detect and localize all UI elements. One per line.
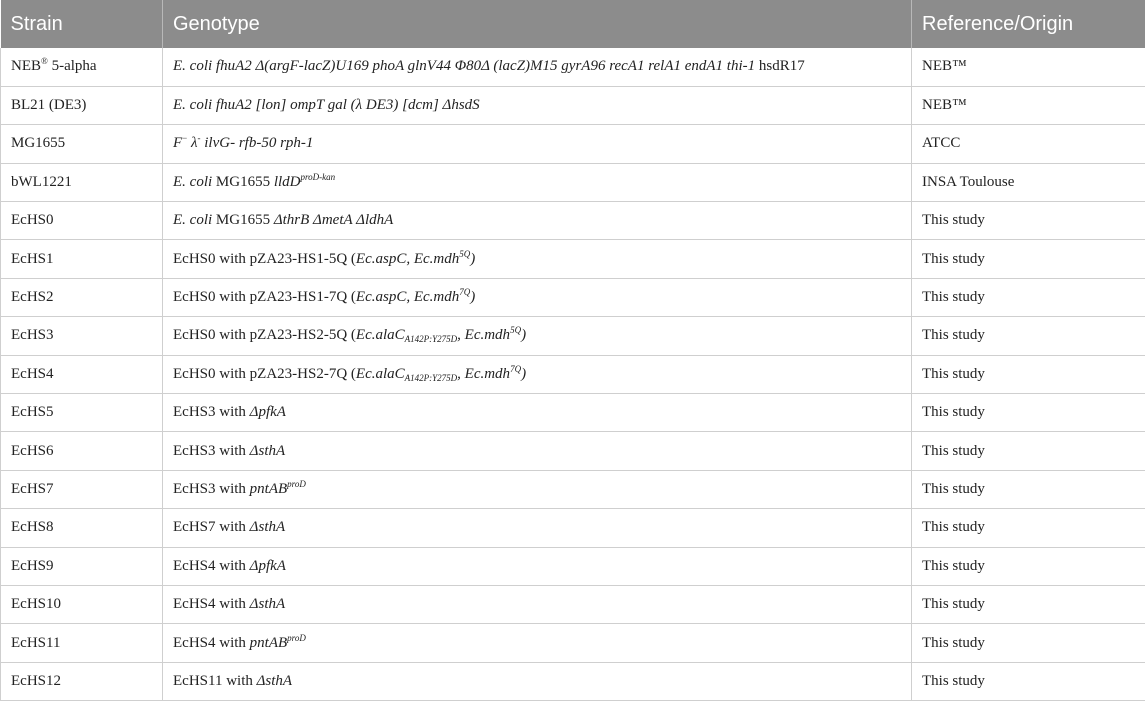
cell-genotype: EcHS0 with pZA23-HS2-5Q (Ec.alaC$_{A142P:Y275D}$, Ec.mdh$^{5Q}$) bbox=[163, 317, 912, 355]
cell-genotype: EcHS4 with ΔsthA bbox=[163, 585, 912, 623]
cell-strain: EcHS2 bbox=[1, 278, 163, 316]
table-row bbox=[1, 48, 1145, 86]
cell-strain: EcHS6 bbox=[1, 432, 163, 470]
cell-strain: EcHS0 bbox=[1, 202, 163, 240]
table-row bbox=[1, 355, 1145, 393]
table-row bbox=[1, 624, 1145, 662]
table-row bbox=[1, 547, 1145, 585]
cell-reference: This study bbox=[912, 240, 1145, 278]
cell-reference: This study bbox=[912, 585, 1145, 623]
cell-reference: This study bbox=[912, 624, 1145, 662]
cell-reference: This study bbox=[912, 470, 1145, 508]
cell-genotype: EcHS0 with pZA23-HS1-7Q (Ec.aspC, Ec.mdh$^{7Q}$) bbox=[163, 278, 912, 316]
cell-strain: EcHS7 bbox=[1, 470, 163, 508]
cell-genotype: E. coli fhuA2 Δ(argF-lacZ)U169 phoA glnV44 Φ80Δ (lacZ)M15 gyrA96 recA1 relA1 endA1 thi-1 hsdR17 bbox=[163, 48, 912, 86]
cell-strain: EcHS9 bbox=[1, 547, 163, 585]
table-row bbox=[1, 202, 1145, 240]
cell-reference: This study bbox=[912, 509, 1145, 547]
table-row bbox=[1, 470, 1145, 508]
cell-reference: This study bbox=[912, 662, 1145, 700]
cell-reference: NEB™ bbox=[912, 48, 1145, 86]
cell-reference: This study bbox=[912, 355, 1145, 393]
table-row bbox=[1, 509, 1145, 547]
cell-strain: EcHS8 bbox=[1, 509, 163, 547]
cell-reference: INSA Toulouse bbox=[912, 163, 1145, 201]
cell-genotype: EcHS3 with ΔsthA bbox=[163, 432, 912, 470]
cell-reference: NEB™ bbox=[912, 86, 1145, 124]
cell-strain: bWL1221 bbox=[1, 163, 163, 201]
table-body bbox=[1, 48, 1145, 701]
cell-genotype: EcHS7 with ΔsthA bbox=[163, 509, 912, 547]
table-row bbox=[1, 240, 1145, 278]
cell-reference: This study bbox=[912, 317, 1145, 355]
table-row bbox=[1, 585, 1145, 623]
table-row bbox=[1, 278, 1145, 316]
cell-genotype: EcHS3 with pntAB$^{proD}$ bbox=[163, 470, 912, 508]
table-header bbox=[1, 0, 1145, 48]
cell-strain: NEB® 5-alpha bbox=[1, 48, 163, 86]
cell-strain: EcHS4 bbox=[1, 355, 163, 393]
cell-strain: EcHS1 bbox=[1, 240, 163, 278]
cell-strain: MG1655 bbox=[1, 125, 163, 163]
table-row bbox=[1, 432, 1145, 470]
table-row bbox=[1, 125, 1145, 163]
table-row bbox=[1, 86, 1145, 124]
cell-genotype: EcHS0 with pZA23-HS2-7Q (Ec.alaC$_{A142P:Y275D}$, Ec.mdh$^{7Q}$) bbox=[163, 355, 912, 393]
cell-genotype: E. coli fhuA2 [lon] ompT gal (λ DE3) [dcm] ΔhsdS bbox=[163, 86, 912, 124]
cell-reference: This study bbox=[912, 278, 1145, 316]
table-row bbox=[1, 394, 1145, 432]
cell-genotype: EcHS11 with ΔsthA bbox=[163, 662, 912, 700]
cell-strain: EcHS3 bbox=[1, 317, 163, 355]
cell-strain: EcHS11 bbox=[1, 624, 163, 662]
table-row bbox=[1, 163, 1145, 201]
header-reference: Reference/Origin bbox=[912, 0, 1145, 48]
cell-strain: EcHS5 bbox=[1, 394, 163, 432]
cell-genotype: EcHS4 with ΔpfkA bbox=[163, 547, 912, 585]
cell-reference: This study bbox=[912, 394, 1145, 432]
header-row bbox=[1, 0, 1145, 48]
table-row bbox=[1, 662, 1145, 700]
cell-reference: This study bbox=[912, 432, 1145, 470]
cell-strain: EcHS10 bbox=[1, 585, 163, 623]
cell-strain: EcHS12 bbox=[1, 662, 163, 700]
cell-genotype: E. coli MG1655 ΔthrB ΔmetA ΔldhA bbox=[163, 202, 912, 240]
cell-genotype: EcHS4 with pntAB$^{proD}$ bbox=[163, 624, 912, 662]
cell-reference: ATCC bbox=[912, 125, 1145, 163]
cell-genotype: E. coli MG1655 lldD$^{proD-kan}$ bbox=[163, 163, 912, 201]
table-row bbox=[1, 317, 1145, 355]
header-genotype: Genotype bbox=[163, 0, 912, 48]
cell-strain: BL21 (DE3) bbox=[1, 86, 163, 124]
cell-genotype: EcHS3 with ΔpfkA bbox=[163, 394, 912, 432]
cell-reference: This study bbox=[912, 547, 1145, 585]
header-strain: Strain bbox=[1, 0, 163, 48]
cell-genotype: F− λ- ilvG- rfb-50 rph-1 bbox=[163, 125, 912, 163]
cell-reference: This study bbox=[912, 202, 1145, 240]
cell-genotype: EcHS0 with pZA23-HS1-5Q (Ec.aspC, Ec.mdh$^{5Q}$) bbox=[163, 240, 912, 278]
